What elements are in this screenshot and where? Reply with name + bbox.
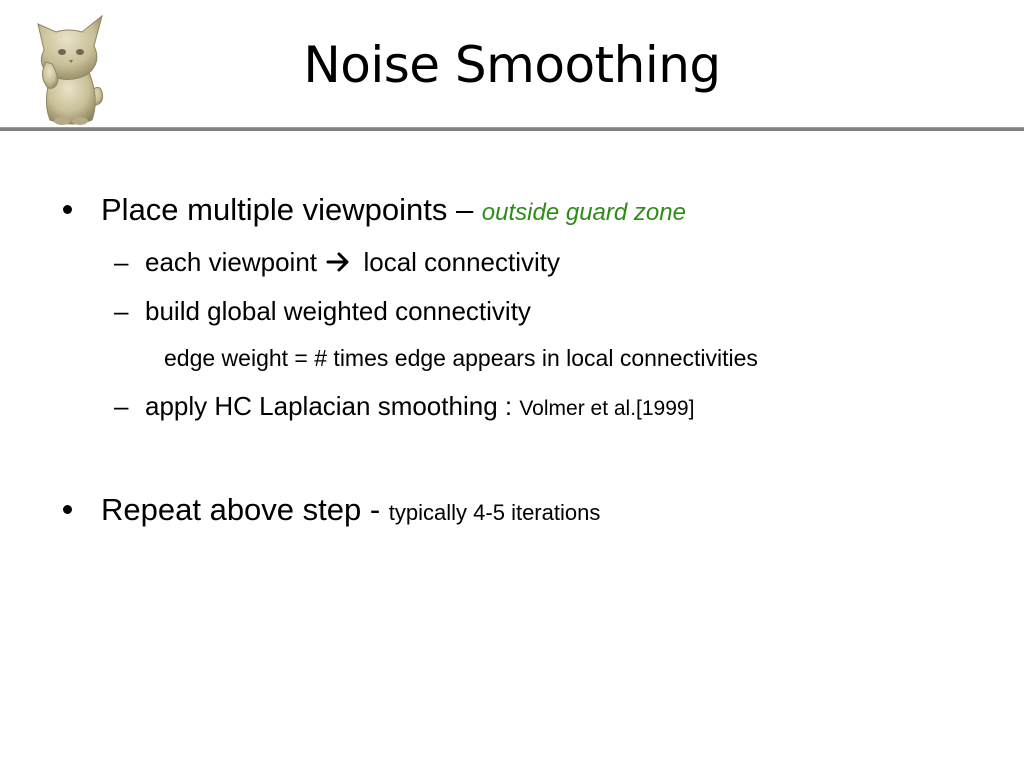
bullet-2-note: typically 4-5 iterations: [388, 500, 601, 525]
sub-dash: –: [114, 391, 129, 421]
sub-item-3-text: apply HC Laplacian smoothing :: [145, 391, 520, 421]
sub-dash: –: [114, 247, 129, 277]
sub-item-1-text: each viewpoint: [145, 247, 325, 277]
sub-item-3: [145, 389, 694, 426]
bullet-1-accent: outside guard zone: [481, 199, 686, 226]
sub-sub-item: edge weight = # times edge appears in local connectivities: [164, 345, 758, 371]
bullet-dot: [63, 505, 72, 514]
bullet-1-text: Place multiple viewpoints –: [101, 192, 482, 227]
bullet-1: [101, 190, 686, 233]
bullet-dot: [63, 205, 72, 214]
sub-item-2: build global weighted connectivity: [145, 296, 531, 326]
sub-item-1-tail: local connectivity: [356, 247, 560, 277]
sub-dash: –: [114, 296, 129, 326]
citation: Volmer et al.[1999]: [519, 397, 695, 420]
bullet-2-text: Repeat above step -: [101, 492, 389, 527]
bullet-2: [101, 490, 600, 533]
right-arrow-icon: [326, 247, 352, 269]
sub-item-1: [145, 245, 560, 279]
slide-title: Noise Smoothing: [303, 36, 721, 94]
